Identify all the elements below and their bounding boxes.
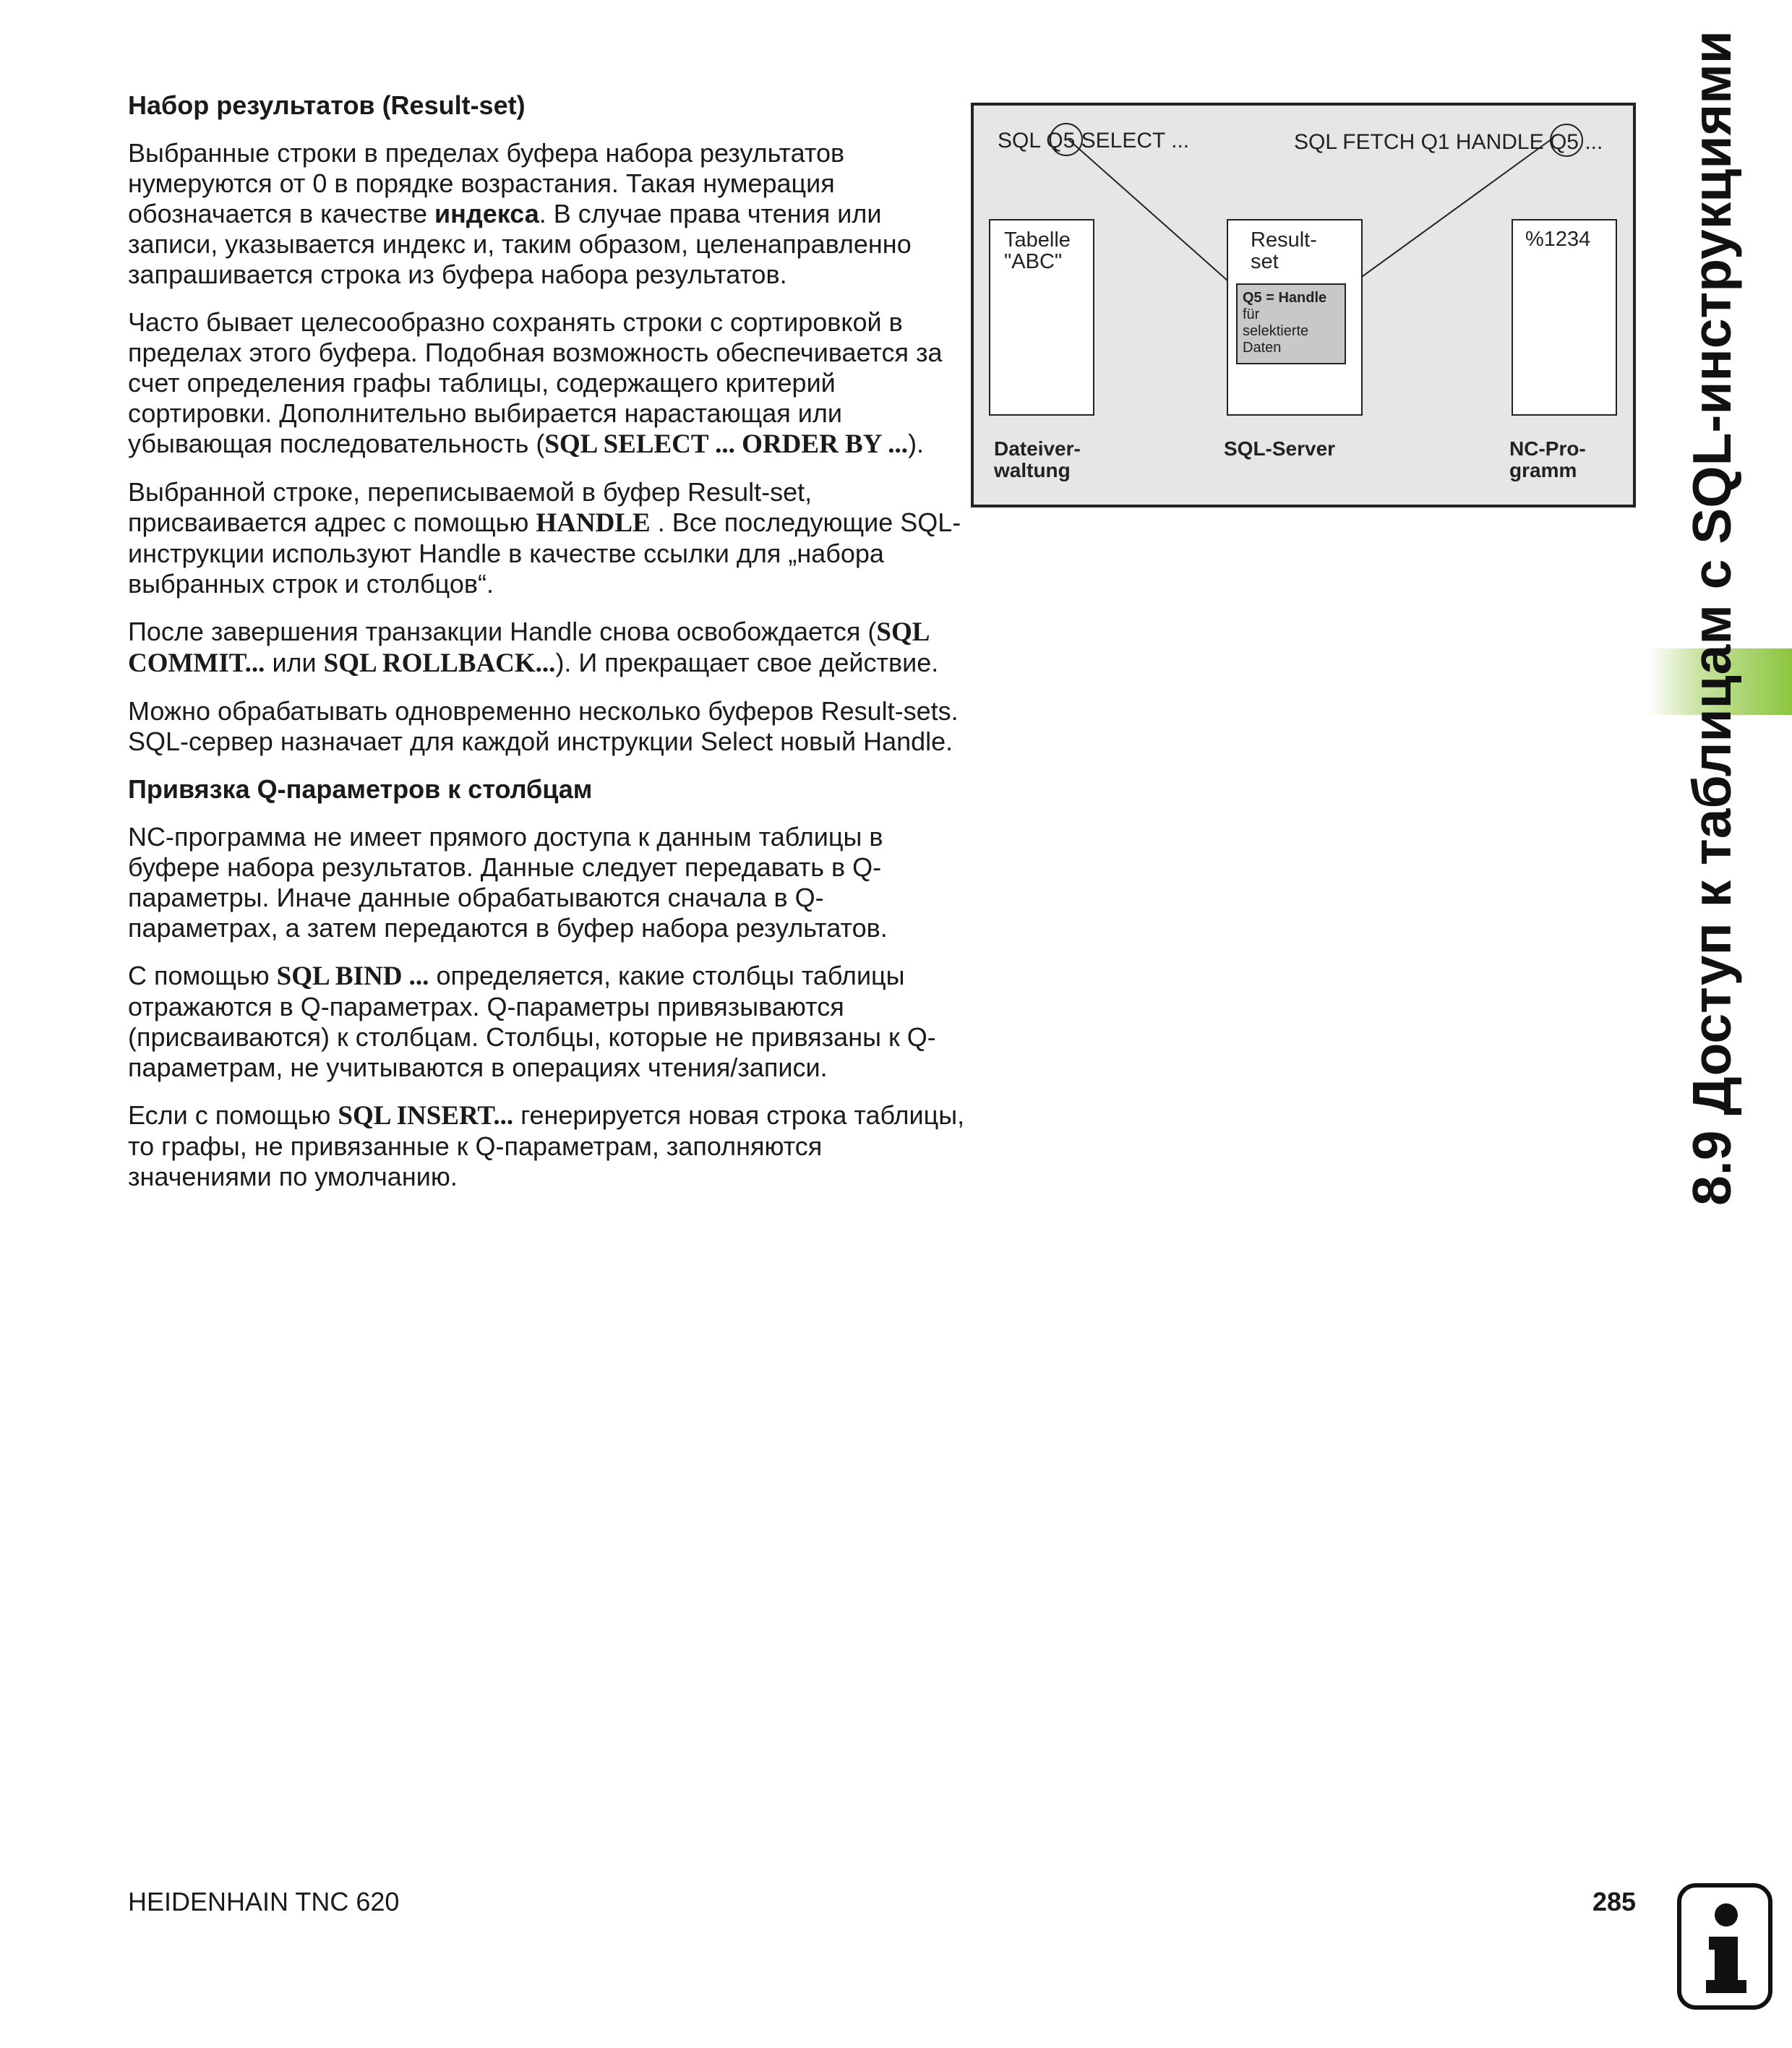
paragraph-handle: Выбранной строке, переписываемой в буфер Result-set, присваивается адрес с помощью HANDLE . Все последующие SQL-инструкции используют Handle в качестве ссылки для „набора выбранных строк и столбцов“. [128,477,961,599]
cmd-fetch-text: SQL FETCH Q1 HANDLE Q5 ... [1294,130,1603,154]
info-icon [1677,1883,1772,2010]
result-set-label-2: set [1251,250,1279,273]
handle-title: Q5 = Handle [1243,290,1327,306]
table-box-label-1: Tabelle [1004,228,1071,252]
label-file-management-2: waltung [994,459,1071,481]
cmd-handle: HANDLE [536,508,651,538]
paragraph-insert: Если с помощью SQL INSERT... генерируется новая строка таблицы, то графы, не привязанные к Q-параметрам, заполняются значениями по умолчанию. [128,1100,965,1191]
handle-line-3: Daten [1243,340,1282,356]
program-box-label: %1234 [1525,228,1591,251]
paragraph-no-direct-access: NC-программа не имеет прямого доступа к данным таблицы в буфере набора результатов. Данные следует передавать в Q-параметры. Иначе данные обрабатываются сначала в Q-параметрах, а затем передаются в буфер набора результатов. [128,822,888,943]
handle-line-2: selektierte [1243,323,1309,339]
footer-manual-name: HEIDENHAIN TNC 620 [128,1887,400,1916]
section-heading-result-set: Набор результатов (Result-set) [128,90,526,120]
section-heading-q-binding: Привязка Q-параметров к столбцам [128,774,593,804]
result-set-diagram [971,103,1636,507]
handle-line-1: für [1243,307,1260,322]
label-file-management-1: Dateiver- [994,437,1081,460]
result-set-label-1: Result- [1251,228,1317,252]
cmd-insert: SQL INSERT... [338,1101,514,1131]
paragraph-bind: С помощью SQL BIND ... определяется, какие столбцы таблицы отражаются в Q-параметрах. Q-параметры привязываются (присваиваются) к столбцам. Столбцы, которые не привязаны к Q-параметрам, не учитываются в операциях чтения/записи. [128,961,936,1082]
page-number: 285 [1592,1887,1637,1916]
paragraph-index: Выбранные строки в пределах буфера набора результатов нумеруются от 0 в порядке возрастания. Такая нумерация обозначается в качестве индекса. В случае права чтения или записи, указывается индекс и, таким образом, целенаправленно запрашивается строка из буфера набора результатов. [128,138,912,289]
cmd-select-text: SQL Q5 SELECT ... [998,129,1190,153]
cmd-rollback: SQL ROLLBACK... [323,648,556,678]
paragraph-transaction: После завершения транзакции Handle снова освобождается (SQL COMMIT... или SQL ROLLBACK...). И прекращает свое действие. [128,617,939,678]
diagram-canvas [974,106,1639,510]
chapter-side-title [1655,30,1767,1206]
paragraph-multiple-result-sets: Можно обрабатывать одновременно несколько буферов Result-sets. SQL-сервер назначает для каждой инструкции Select новый Handle. [128,696,959,756]
paragraph-sorting: Часто бывает целесообразно сохранять строки с сортировкой в пределах этого буфера. Подобная возможность обеспечивается за счет определения графы таблицы, содержащего критерий сортировки. Дополнительно выбирается нарастающая или убывающая последовательность (SQL SELECT ... ORDER BY ...). [128,307,943,459]
info-glyph [1681,1888,1768,2005]
term-index: индекса [434,199,539,228]
table-box-label-2: "ABC" [1004,250,1063,273]
main-text-column [128,90,966,1209]
label-nc-program-2: gramm [1509,459,1577,481]
cmd-bind: SQL BIND ... [276,961,429,991]
cmd-commit: SQL COMMIT... [128,617,929,678]
label-sql-server: SQL-Server [1224,437,1336,460]
cmd-order-by: SQL SELECT ... ORDER BY ... [544,429,909,459]
chapter-title-text: 8.9 Доступ к таблицам с SQL-инструкциями [1681,30,1742,1206]
label-nc-program-1: NC-Pro- [1509,437,1586,460]
